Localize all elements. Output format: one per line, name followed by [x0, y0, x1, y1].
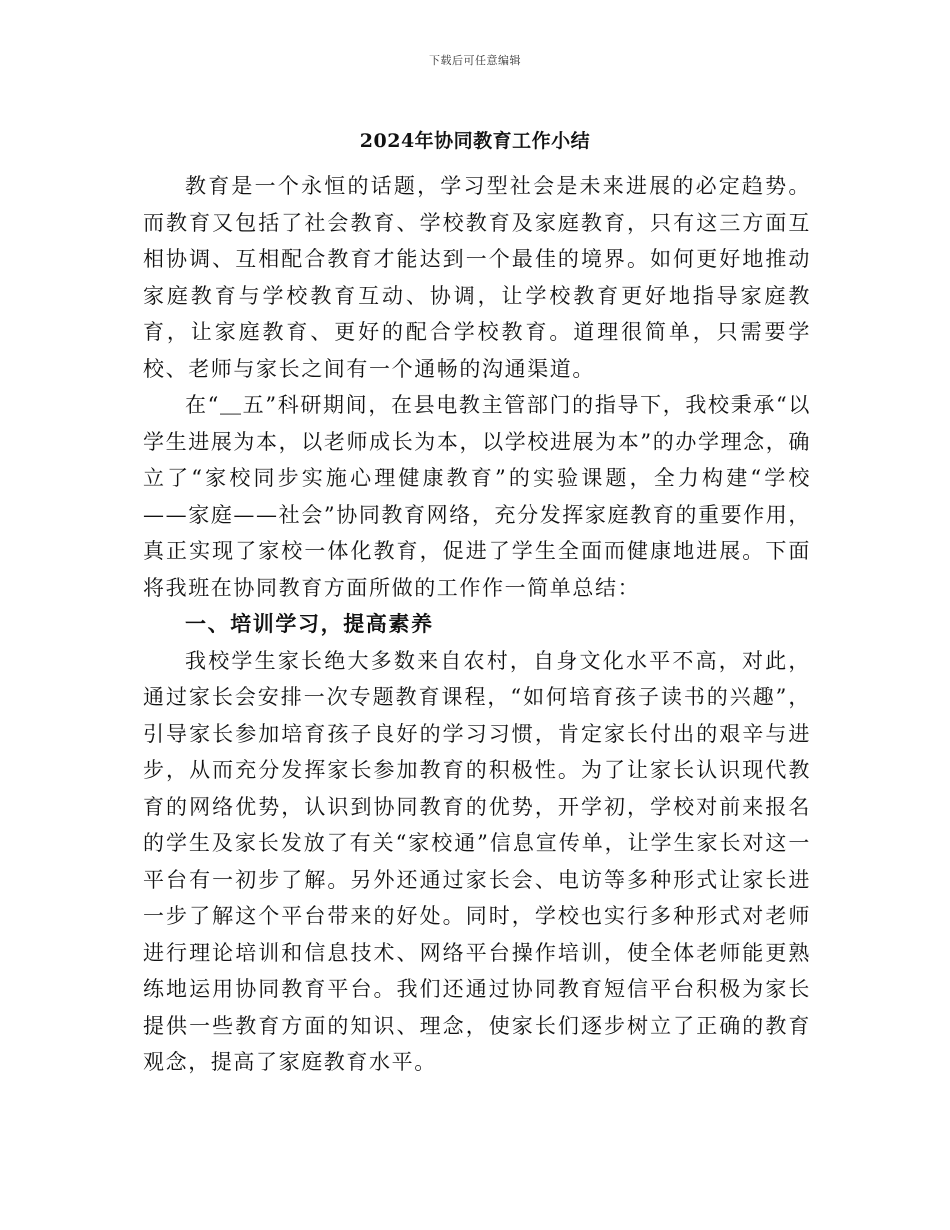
- document-title: 2024年协同教育工作小结: [359, 130, 591, 152]
- paragraph-background: 在“＿五”科研期间，在县电教主管部门的指导下，我校秉承“以学生进展为本，以老师成长为本，以学校进展为本”的办学理念，确立了“家校同步实施心理健康教育”的实验课题，全力构建“学校——家庭——社会”协同教育网络，充分发挥家庭教育的重要作用，真正实现了家校一体化教育，促进了学生全面而健康地进展。下面将我班在协同教育方面所做的工作作一简单总结：: [143, 393, 811, 600]
- paragraph-intro: 教育是一个永恒的话题，学习型社会是未来进展的必定趋势。而教育又包括了社会教育、学校教育及家庭教育，只有这三方面互相协调、互相配合教育才能达到一个最佳的境界。如何更好地推动家庭教育与学校教育互动、协调，让学校教育更好地指导家庭教育，让家庭教育、更好的配合学校教育。道理很简单，只需要学校、老师与家长之间有一个通畅的沟通渠道。: [143, 174, 811, 381]
- section-heading-1: 一、培训学习，提高素养: [185, 611, 434, 636]
- paragraph-training: 我校学生家长绝大多数来自农村，自身文化水平不高，对此，通过家长会安排一次专题教育课程，“如何培育孩子读书的兴趣”，引导家长参加培育孩子良好的学习习惯，肯定家长付出的艰辛与进步，从而充分发挥家长参加教育的积极性。为了让家长认识现代教育的网络优势，认识到协同教育的优势，开学初，学校对前来报名的学生及家长发放了有关“家校通”信息宣传单，让学生家长对这一平台有一初步了解。另外还通过家长会、电访等多种形式让家长进一步了解这个平台带来的好处。同时，学校也实行多种形式对老师进行理论培训和信息技术、网络平台操作培训，使全体老师能更熟练地运用协同教育平台。我们还通过协同教育短信平台积极为家长提供一些教育方面的知识、理念，使家长们逐步树立了正确的教育观念，提高了家庭教育水平。: [143, 648, 811, 1074]
- document-body: [143, 168, 811, 1081]
- header-note: 下载后可任意编辑: [429, 54, 521, 67]
